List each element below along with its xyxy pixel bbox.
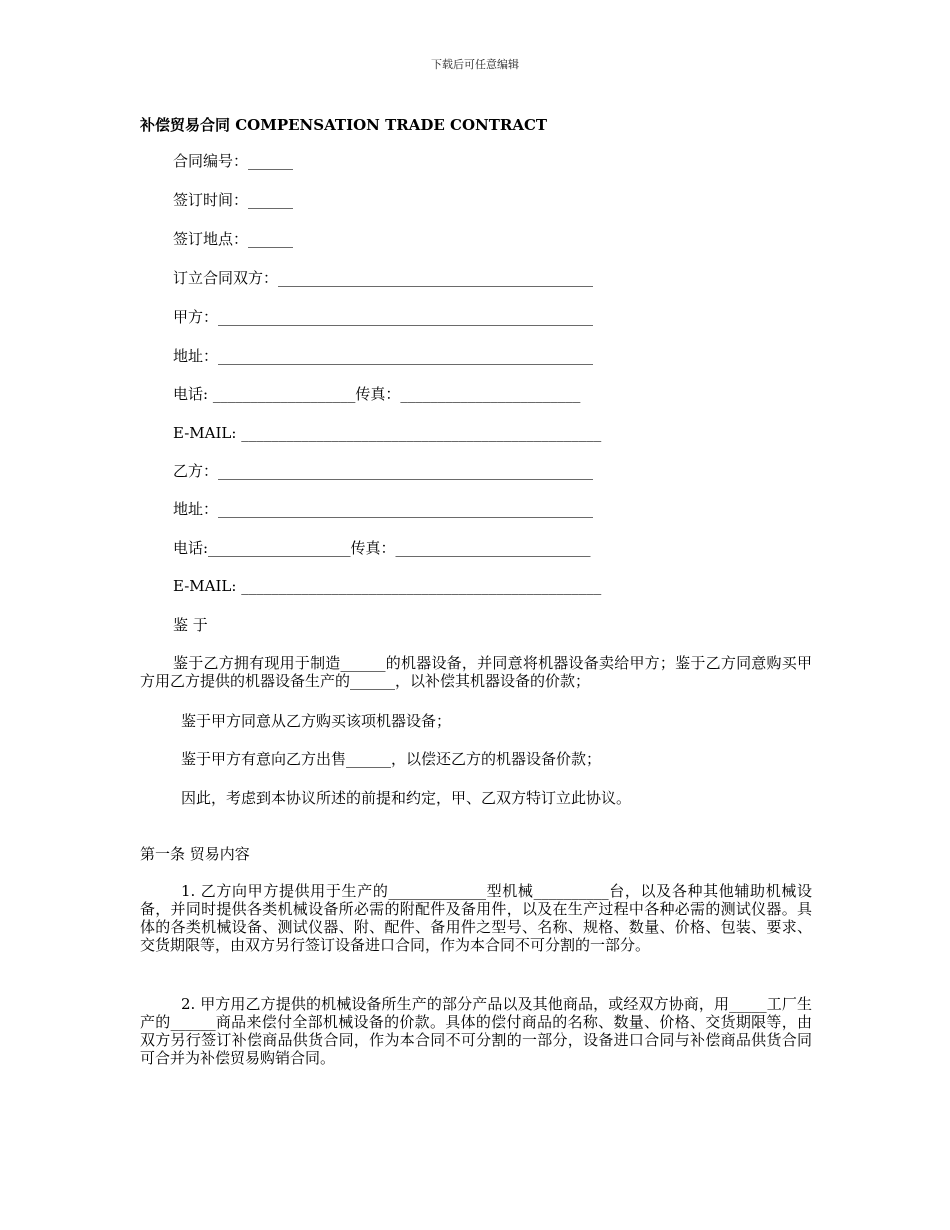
page-header-note: 下载后可任意编辑 bbox=[431, 58, 519, 71]
party-a-address-field: 地址：__________________________________________________ bbox=[173, 347, 594, 365]
party-a-phone-fax-field: 电话: ___________________传真：________________________ bbox=[173, 385, 581, 403]
party-a-field: 甲方：__________________________________________________ bbox=[173, 308, 594, 326]
whereas-heading: 鉴 于 bbox=[173, 616, 208, 634]
article-1-clause-1: 1. 乙方向甲方提供用于生产的_____________型机械__________台，以及各种其他辅助机械设备，并同时提供各类机械设备所必需的附配件及备用件，以及在生产过程中各种必需的测试仪器。具体的各类机械设备、测试仪器、附、配件、备用件之型号、名称、规格、数量、价格、包装、要求、交货期限等，由双方另行签订设备进口合同，作为本合同不可分割的一部分。 bbox=[140, 882, 812, 954]
sign-time-field: 签订时间：______ bbox=[173, 191, 294, 209]
recital-1: 鉴于乙方拥有现用于制造______的机器设备，并同意将机器设备卖给甲方；鉴于乙方同意购买甲方用乙方提供的机器设备生产的______，以补偿其机器设备的价款； bbox=[140, 654, 812, 690]
party-b-address-field: 地址：__________________________________________________ bbox=[173, 500, 594, 518]
article-1-heading: 第一条 贸易内容 bbox=[140, 845, 250, 863]
parties-field: 订立合同双方：__________________________________________ bbox=[173, 269, 594, 287]
document-title: 补偿贸易合同 COMPENSATION TRADE CONTRACT bbox=[140, 116, 548, 134]
party-b-email-field: E-MAIL: ________________________________________________ bbox=[173, 577, 602, 595]
contract-number-field: 合同编号：______ bbox=[173, 152, 294, 170]
party-b-field: 乙方：__________________________________________________ bbox=[173, 462, 594, 480]
sign-place-field: 签订地点：______ bbox=[173, 230, 294, 248]
article-1-clause-2: 2. 甲方用乙方提供的机械设备所生产的部分产品以及其他商品，或经双方协商，用_____工厂生产的______商品来偿付全部机械设备的价款。具体的偿付商品的名称、数量、价格、交货期限等，由双方另行签订补偿商品供货合同，作为本合同不可分割的一部分，设备进口合同与补偿商品供货合同可合并为补偿贸易购销合同。 bbox=[140, 995, 812, 1067]
recital-3: 鉴于甲方有意向乙方出售______，以偿还乙方的机器设备价款； bbox=[181, 750, 602, 768]
recital-4: 因此，考虑到本协议所述的前提和约定，甲、乙双方特订立此协议。 bbox=[181, 789, 632, 807]
party-b-phone-fax-field: 电话:___________________传真：__________________________ bbox=[173, 539, 591, 557]
recital-2: 鉴于甲方同意从乙方购买该项机器设备； bbox=[181, 712, 452, 730]
party-a-email-field: E-MAIL: ________________________________________________ bbox=[173, 424, 602, 442]
